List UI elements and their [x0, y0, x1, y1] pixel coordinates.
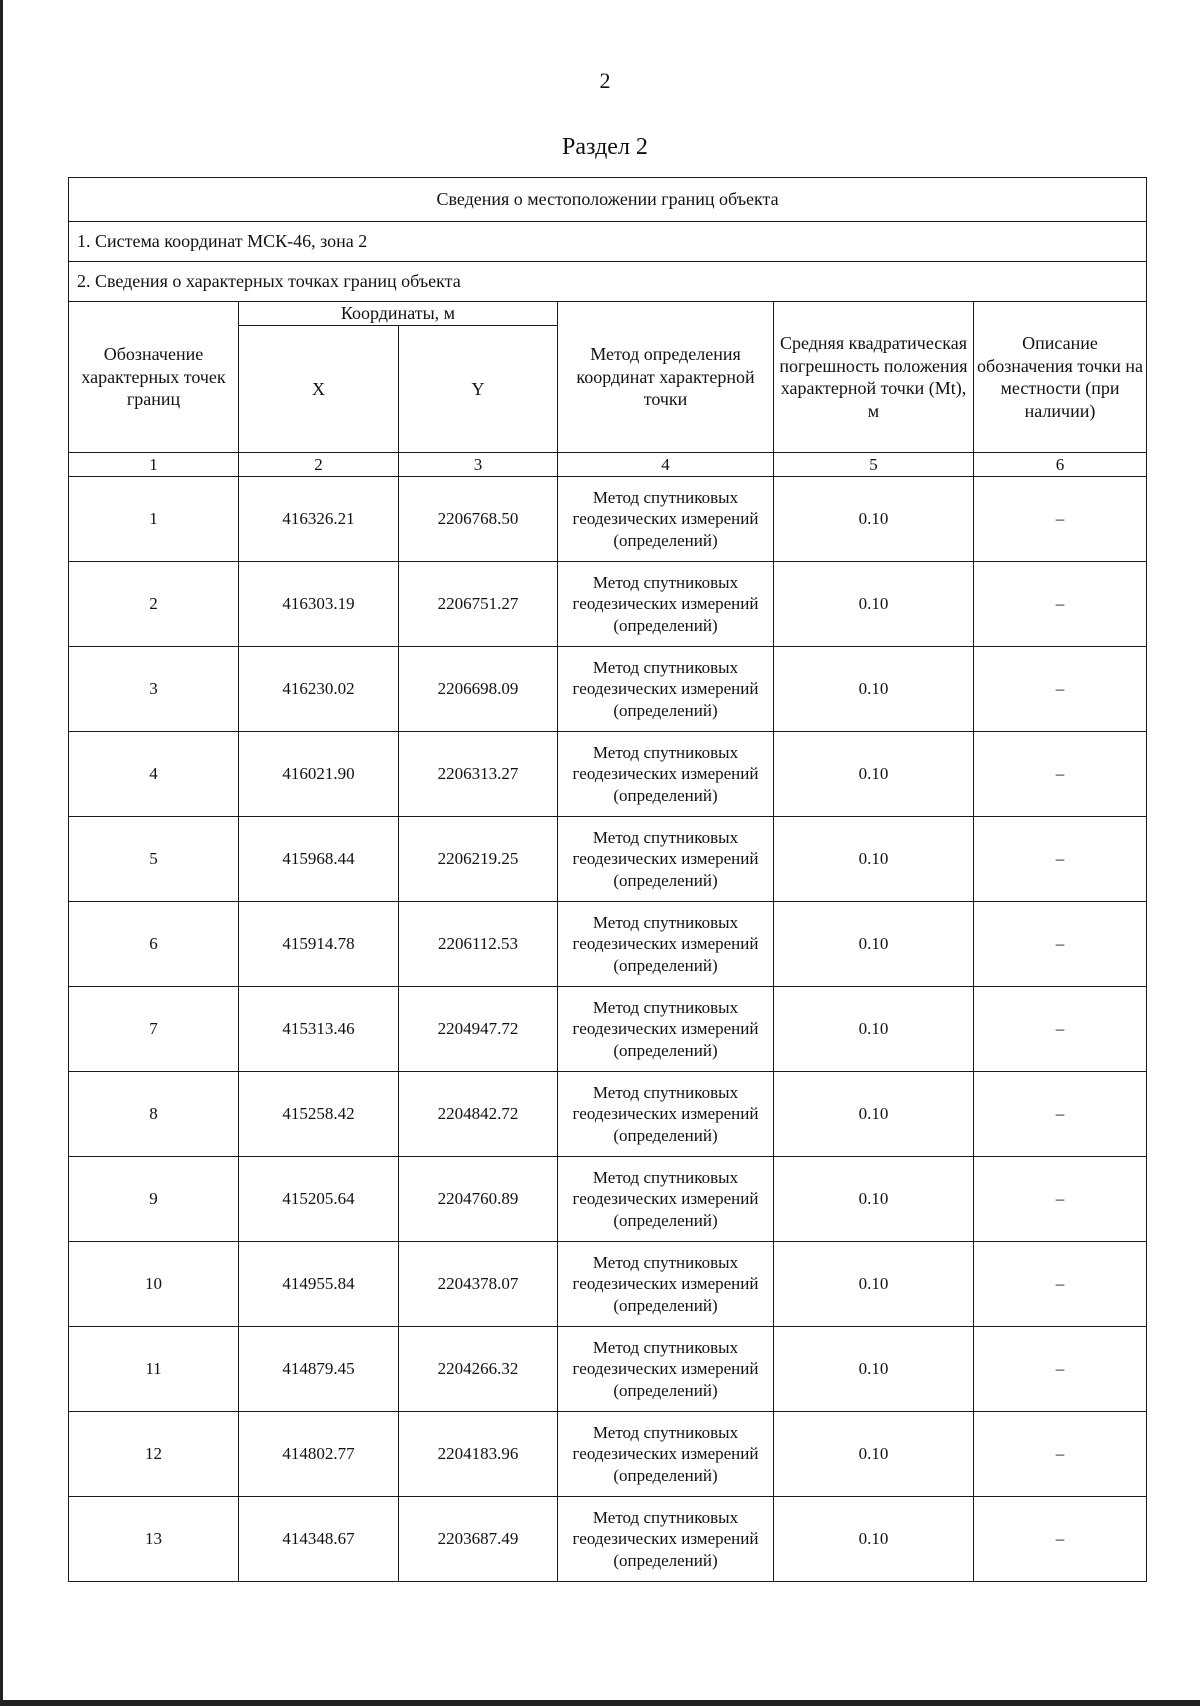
coordinate-system: 1. Система координат МСК-46, зона 2 [69, 222, 1147, 262]
cell-description: – [974, 817, 1147, 902]
cell-x-coordinate: 415205.64 [239, 1157, 399, 1242]
cell-description: – [974, 562, 1147, 647]
cell-description: – [974, 1327, 1147, 1412]
cell-method: Метод спутниковых геодезических измерений (определений) [558, 732, 774, 817]
table-row [69, 902, 1147, 987]
cell-point-number: 3 [69, 647, 239, 732]
table-row [69, 817, 1147, 902]
cell-point-number: 2 [69, 562, 239, 647]
cell-x-coordinate: 414348.67 [239, 1497, 399, 1582]
cell-description: – [974, 1072, 1147, 1157]
cell-error: 0.10 [774, 732, 974, 817]
cell-description: – [974, 732, 1147, 817]
cell-method: Метод спутниковых геодезических измерений (определений) [558, 1412, 774, 1497]
cell-method: Метод спутниковых геодезических измерений (определений) [558, 562, 774, 647]
cell-description: – [974, 902, 1147, 987]
table-row [69, 477, 1147, 562]
cell-y-coordinate: 2204266.32 [399, 1327, 558, 1412]
cell-point-number: 12 [69, 1412, 239, 1497]
cell-x-coordinate: 415914.78 [239, 902, 399, 987]
cell-y-coordinate: 2206751.27 [399, 562, 558, 647]
table-row [69, 987, 1147, 1072]
table-row [69, 562, 1147, 647]
table-row [69, 1242, 1147, 1327]
cell-error: 0.10 [774, 562, 974, 647]
cell-method: Метод спутниковых геодезических измерений (определений) [558, 902, 774, 987]
cell-y-coordinate: 2204842.72 [399, 1072, 558, 1157]
cell-x-coordinate: 416021.90 [239, 732, 399, 817]
column-number: 6 [974, 453, 1147, 477]
cell-x-coordinate: 414879.45 [239, 1327, 399, 1412]
cell-description: – [974, 647, 1147, 732]
cell-method: Метод спутниковых геодезических измерений (определений) [558, 477, 774, 562]
cell-point-number: 9 [69, 1157, 239, 1242]
cell-y-coordinate: 2206698.09 [399, 647, 558, 732]
cell-y-coordinate: 2206313.27 [399, 732, 558, 817]
cell-point-number: 4 [69, 732, 239, 817]
table-row [69, 1072, 1147, 1157]
column-number: 1 [69, 453, 239, 477]
header-x: X [239, 325, 399, 452]
cell-method: Метод спутниковых геодезических измерений (определений) [558, 1157, 774, 1242]
cell-error: 0.10 [774, 902, 974, 987]
cell-error: 0.10 [774, 1497, 974, 1582]
cell-x-coordinate: 415968.44 [239, 817, 399, 902]
column-number: 5 [774, 453, 974, 477]
table-row [69, 1157, 1147, 1242]
cell-x-coordinate: 414955.84 [239, 1242, 399, 1327]
header-description: Описание обозначения точки на местности (при наличии) [974, 302, 1147, 453]
cell-point-number: 10 [69, 1242, 239, 1327]
points-heading: 2. Сведения о характерных точках границ объекта [69, 262, 1147, 302]
page-number: 2 [599, 68, 611, 93]
header-error: Средняя квадратическая погрешность положения характерной точки (Mt), м [774, 302, 974, 453]
header-method: Метод определения координат характерной точки [558, 302, 774, 453]
table-title: Сведения о местоположении границ объекта [69, 178, 1147, 222]
cell-error: 0.10 [774, 1072, 974, 1157]
cell-error: 0.10 [774, 1412, 974, 1497]
cell-description: – [974, 1242, 1147, 1327]
cell-y-coordinate: 2204183.96 [399, 1412, 558, 1497]
cell-method: Метод спутниковых геодезических измерений (определений) [558, 647, 774, 732]
header-y: Y [399, 325, 558, 452]
cell-description: – [974, 1412, 1147, 1497]
cell-y-coordinate: 2206768.50 [399, 477, 558, 562]
cell-y-coordinate: 2204947.72 [399, 987, 558, 1072]
cell-error: 0.10 [774, 1242, 974, 1327]
cell-error: 0.10 [774, 647, 974, 732]
cell-method: Метод спутниковых геодезических измерений (определений) [558, 1497, 774, 1582]
scan-bottom-edge [0, 1700, 1200, 1706]
cell-y-coordinate: 2206112.53 [399, 902, 558, 987]
cell-point-number: 11 [69, 1327, 239, 1412]
header-point-designation: Обозначение характерных точек границ [69, 302, 239, 453]
cell-point-number: 6 [69, 902, 239, 987]
cell-point-number: 5 [69, 817, 239, 902]
cell-x-coordinate: 414802.77 [239, 1412, 399, 1497]
table-row [69, 1412, 1147, 1497]
cell-description: – [974, 477, 1147, 562]
cell-y-coordinate: 2204760.89 [399, 1157, 558, 1242]
cell-method: Метод спутниковых геодезических измерений (определений) [558, 987, 774, 1072]
cell-x-coordinate: 415258.42 [239, 1072, 399, 1157]
table-row [69, 1327, 1147, 1412]
cell-error: 0.10 [774, 477, 974, 562]
cell-x-coordinate: 415313.46 [239, 987, 399, 1072]
header-coordinates: Координаты, м [239, 302, 558, 326]
section-title: Раздел 2 [562, 134, 648, 160]
cell-description: – [974, 987, 1147, 1072]
cell-error: 0.10 [774, 817, 974, 902]
boundary-points-table [68, 177, 1147, 1582]
table-row [69, 732, 1147, 817]
cell-error: 0.10 [774, 1327, 974, 1412]
cell-x-coordinate: 416303.19 [239, 562, 399, 647]
cell-description: – [974, 1497, 1147, 1582]
table-row [69, 1497, 1147, 1582]
column-number: 4 [558, 453, 774, 477]
cell-x-coordinate: 416230.02 [239, 647, 399, 732]
column-number: 2 [239, 453, 399, 477]
cell-y-coordinate: 2204378.07 [399, 1242, 558, 1327]
cell-method: Метод спутниковых геодезических измерений (определений) [558, 817, 774, 902]
cell-x-coordinate: 416326.21 [239, 477, 399, 562]
cell-point-number: 8 [69, 1072, 239, 1157]
cell-description: – [974, 1157, 1147, 1242]
cell-method: Метод спутниковых геодезических измерений (определений) [558, 1242, 774, 1327]
cell-method: Метод спутниковых геодезических измерений (определений) [558, 1072, 774, 1157]
cell-error: 0.10 [774, 987, 974, 1072]
column-number: 3 [399, 453, 558, 477]
cell-point-number: 1 [69, 477, 239, 562]
cell-y-coordinate: 2206219.25 [399, 817, 558, 902]
cell-method: Метод спутниковых геодезических измерений (определений) [558, 1327, 774, 1412]
cell-point-number: 13 [69, 1497, 239, 1582]
cell-point-number: 7 [69, 987, 239, 1072]
cell-error: 0.10 [774, 1157, 974, 1242]
table-row [69, 647, 1147, 732]
cell-y-coordinate: 2203687.49 [399, 1497, 558, 1582]
scan-left-edge [0, 0, 3, 1706]
